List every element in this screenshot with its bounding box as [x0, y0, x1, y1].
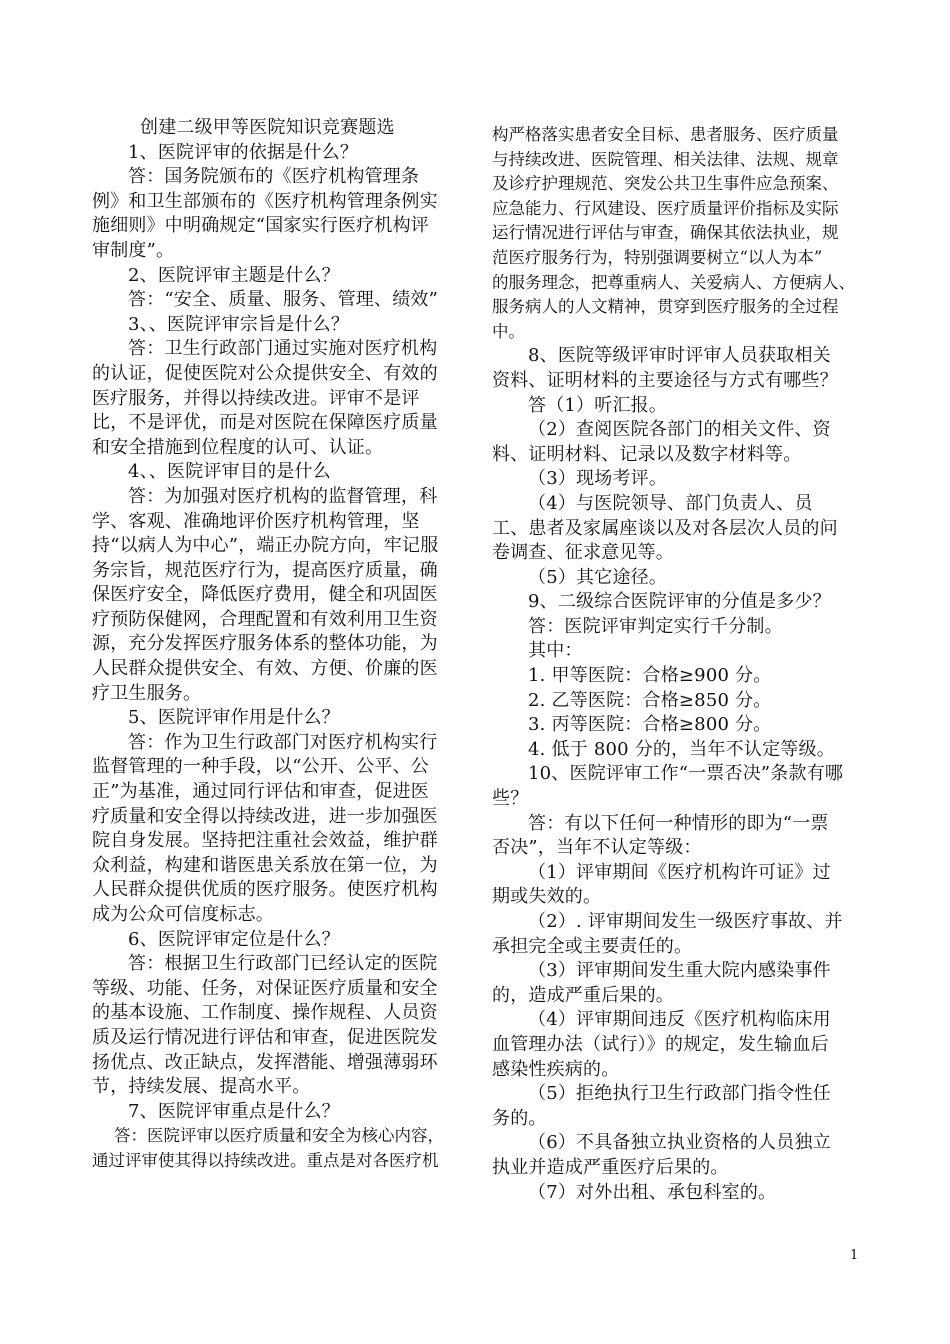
- answer-line: 务的。: [492, 1107, 547, 1129]
- answer-line: 与持续改进、医院管理、相关法律、法规、规章: [492, 149, 839, 169]
- answer-line: 务宗旨，规范医疗行为，提高医疗质量，确: [92, 559, 438, 581]
- answer-line: 节，持续发展、提高水平。: [92, 1076, 311, 1098]
- answer-line: 正”为基准，通过同行评估和审查，促进医: [92, 781, 430, 803]
- answer-line: 例》和卫生部颁布的《医疗机构管理条例实: [92, 190, 438, 212]
- answer-line: 答：作为卫生行政部门对医疗机构实行: [128, 731, 438, 753]
- answer-line: 血管理办法（试行）》的规定，发生输血后: [492, 1033, 829, 1055]
- answer-line: （2）. 评审期间发生一级医疗事故、并: [528, 911, 843, 932]
- question-3: 3、、医院评审宗旨是什么？: [128, 313, 350, 335]
- answer-line: 审制度”。: [92, 239, 175, 261]
- answer-line: 疗卫生服务。: [92, 682, 202, 704]
- answer-line: 答：卫生行政部门通过实施对医疗机构: [128, 338, 438, 360]
- question-line: 些？: [492, 788, 529, 810]
- answer-line: 构严格落实患者安全目标、患者服务、医疗质量: [492, 125, 839, 144]
- list-item: 4. 低于 800 分的，当年不认定等级。: [528, 738, 835, 760]
- answer-line: 院自身发展。坚持把注重社会效益，维护群: [92, 830, 438, 852]
- question-9: 9、二级综合医院评审的分值是多少？: [528, 591, 831, 613]
- answer-line: （1）评审期间《医疗机构许可证》过: [528, 861, 831, 883]
- answer-line: 答：医院评审判定实行千分制。: [528, 615, 783, 637]
- question-6: 6、医院评审定位是什么？: [128, 928, 340, 950]
- question-4: 4、、医院评审目的是什么: [128, 461, 331, 483]
- answer-line: （5）拒绝执行卫生行政部门指令性任: [528, 1083, 831, 1105]
- list-item: 3. 丙等医院：合格≥800 分。: [528, 714, 772, 736]
- answer-line: （4）与医院领导、部门负责人、员: [528, 492, 813, 514]
- answer-line: 和安全措施到位程度的认可、认证。: [92, 436, 384, 458]
- answer-line: 的服务理念，把尊重病人、关爱病人、方便病人、: [492, 272, 855, 292]
- answer-line: 学、客观、准确地评价医疗机构管理，坚: [92, 510, 420, 532]
- answer-line: 及诊疗护理规范、突发公共卫生事件应急预案、: [492, 174, 839, 194]
- list-item: 1. 甲等医院：合格≥900 分。: [528, 665, 772, 687]
- answer-line: 执业并造成严重医疗后果的。: [492, 1156, 729, 1178]
- question-line: 资料、证明材料的主要途径与方式有哪些？: [492, 369, 838, 391]
- answer-line: 等级、功能、任务，对保证医疗质量和安全: [92, 977, 438, 999]
- answer-line: （4）评审期间违反《医疗机构临床用: [528, 1009, 831, 1031]
- answer-line: 服务病人的人文精神，贯穿到医疗服务的全过程: [492, 297, 839, 317]
- answer-line: 众利益，构建和谐医患关系放在第一位，为: [92, 854, 438, 876]
- answer-line: （6）不具备独立执业资格的人员独立: [528, 1132, 831, 1154]
- answer-line: （5）其它途径。: [528, 566, 668, 588]
- answer-line: 的认证，促使医院对公众提供安全、有效的: [92, 362, 438, 384]
- question-5: 5、医院评审作用是什么？: [128, 707, 340, 729]
- answer-line: 答：有以下任何一种情形的即为“一票: [528, 812, 829, 834]
- answer-line: 的基本设施、工作制度、操作规程、人员资: [92, 1002, 438, 1024]
- answer-line: 运行情况进行评估与审查，确保其依法执业，规: [492, 223, 839, 243]
- answer-line: （3）现场考评。: [528, 468, 668, 490]
- question-2: 2、医院评审主题是什么？: [128, 264, 340, 286]
- answer-line: 施细则》中明确规定“国家实行医疗机构评: [92, 215, 430, 237]
- answer-line: 持“以病人为中心”，端正办院方向，牢记服: [92, 535, 439, 557]
- answer-line: 料、证明材料、记录以及数字材料等。: [492, 443, 802, 465]
- answer-line: 监督管理的一种手段，以“公开、公平、公: [92, 756, 430, 778]
- answer-line: 否决”，当年不认定等级：: [492, 837, 702, 859]
- question-10: 10、医院评审工作“一票否决”条款有哪: [528, 763, 844, 785]
- answer-line: 感染性疾病的。: [492, 1058, 620, 1080]
- answer-line: 疗质量和安全得以持续改进，进一步加强医: [92, 805, 438, 827]
- answer-line: 答：医院评审以医疗质量和安全为核心内容，: [114, 1126, 444, 1146]
- answer-line: 人民群众提供安全、有效、方便、价廉的医: [92, 658, 438, 680]
- answer-line: 工、患者及家属座谈以及对各层次人员的问: [492, 517, 838, 539]
- answer-line: 质及运行情况进行评估和审查，促进医院发: [92, 1026, 438, 1048]
- answer-line: （2）查阅医院各部门的相关文件、资: [528, 419, 831, 441]
- question-8: 8、医院等级评审时评审人员获取相关: [528, 345, 831, 367]
- answer-line: 其中：: [528, 640, 583, 662]
- answer-line: 答：为加强对医疗机构的监督管理，科: [128, 485, 438, 507]
- answer-line: 扬优点、改正缺点，发挥潜能、增强薄弱环: [92, 1051, 438, 1073]
- answer-line: 比，不是评优，而是对医院在保障医疗质量: [92, 412, 438, 434]
- answer-line: 答：国务院颁布的《医疗机构管理条: [128, 166, 420, 188]
- answer-line: 中。: [492, 321, 525, 341]
- answer-line: （3）评审期间发生重大院内感染事件: [528, 960, 831, 982]
- list-item: 2. 乙等医院：合格≥850 分。: [528, 689, 772, 711]
- answer-line: 成为公众可信度标志。: [92, 904, 274, 925]
- answer-line: 的，造成严重后果的。: [492, 984, 674, 1006]
- page-number: 1: [850, 1248, 859, 1263]
- answer-line: 卷调查、征求意见等。: [492, 542, 674, 564]
- answer-line: 范医疗服务行为，特别强调要树立“以人为本”: [492, 247, 823, 267]
- answer-line: 保医疗安全，降低医疗费用，健全和巩固医: [92, 584, 438, 606]
- answer-line: 通过评审使其得以持续改进。重点是对各医疗机: [92, 1150, 439, 1170]
- answer-line: 源，充分发挥医疗服务体系的整体功能，为: [92, 633, 438, 655]
- right-column: [492, 123, 870, 1205]
- document-title: 创建二级甲等医院知识竞赛题选: [140, 117, 395, 138]
- answer-line: 答（1）听汇报。: [528, 394, 668, 416]
- question-1: 1、医院评审的依据是什么？: [128, 141, 359, 163]
- answer-line: 应急能力、行风建设、医疗质量评价指标及实际: [492, 198, 839, 218]
- answer-line: 人民群众提供优质的医疗服务。使医疗机构: [92, 879, 438, 901]
- answer-line: 承担完全或主要责任的。: [492, 935, 693, 957]
- answer-line: （7）对外出租、承包科室的。: [528, 1181, 777, 1203]
- answer-line: 答：根据卫生行政部门已经认定的医院: [128, 953, 438, 975]
- answer-line: 期或失效的。: [492, 886, 602, 908]
- question-7: 7、医院评审重点是什么？: [128, 1100, 340, 1122]
- left-column: [92, 116, 467, 1174]
- answer-line: 疗预防保健网，合理配置和有效利用卫生资: [92, 608, 438, 630]
- answer-line: 答：“安全、质量、服务、管理、绩效”: [128, 289, 439, 311]
- answer-line: 医疗服务，并得以持续改进。评审不是评: [92, 387, 420, 409]
